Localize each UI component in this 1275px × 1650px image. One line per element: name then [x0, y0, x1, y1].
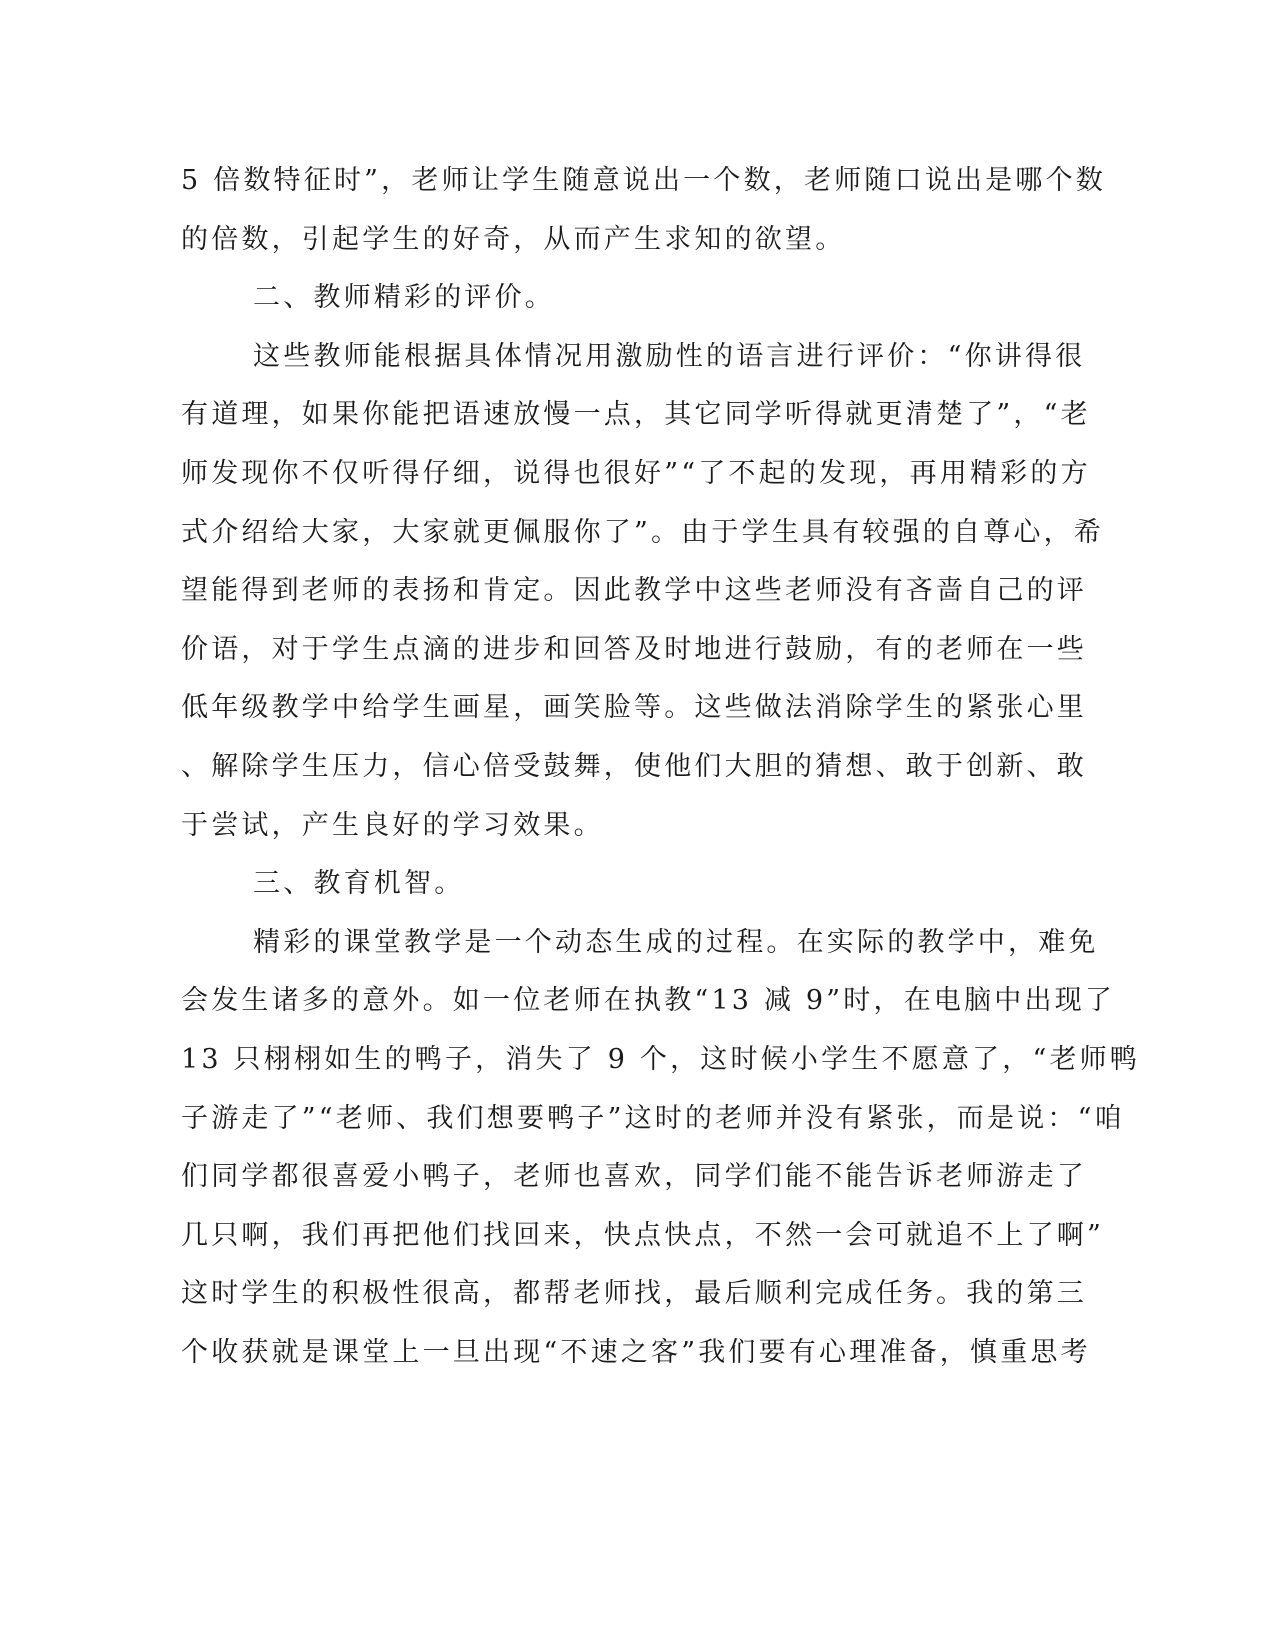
text-line: 价语，对于学生点滴的进步和回答及时地进行鼓励，有的老师在一些: [181, 633, 1087, 665]
text-line: 精彩的课堂教学是一个动态生成的过程。在实际的教学中，难免: [253, 926, 1099, 958]
text-line: 子游走了”“老师、我们想要鸭子”这时的老师并没有紧张，而是说：“咱: [181, 1102, 1125, 1134]
text-line: 13 只栩栩如生的鸭子，消失了 9 个，这时候小学生不愿意了，“老师鸭: [181, 1043, 1141, 1075]
text-line: 、解除学生压力，信心倍受鼓舞，使他们大胆的猜想、敢于创新、敢: [181, 750, 1087, 782]
text-line: 式介绍给大家，大家就更佩服你了”。由于学生具有较强的自尊心，希: [181, 516, 1105, 548]
text-line: 望能得到老师的表扬和肯定。因此教学中这些老师没有吝啬自己的评: [181, 575, 1087, 607]
text-line: 这些教师能根据具体情况用激励性的语言进行评价：“你讲得很: [253, 340, 1086, 372]
text-line: 有道理，如果你能把语速放慢一点，其它同学听得就更清楚了”，“老: [181, 399, 1091, 431]
text-line: 个收获就是课堂上一旦出现“不速之客”我们要有心理准备，慎重思考: [181, 1336, 1091, 1368]
section-heading: 二、教师精彩的评价。: [253, 282, 555, 314]
text-line: 低年级教学中给学生画星，画笑脸等。这些做法消除学生的紧张心里: [181, 692, 1087, 724]
text-line: 的倍数，引起学生的好奇，从而产生求知的欲望。: [181, 223, 846, 255]
text-line: 几只啊，我们再把他们找回来，快点快点，不然一会可就追不上了啊”: [181, 1219, 1105, 1251]
text-line: 5 倍数特征时”，老师让学生随意说出一个数，老师随口说出是哪个数: [181, 165, 1106, 196]
text-line: 会发生诸多的意外。如一位老师在执教“13 减 9”时，在电脑中出现了: [181, 985, 1116, 1017]
text-line: 于尝试，产生良好的学习效果。: [181, 809, 604, 841]
text-line: 这时学生的积极性很高，都帮老师找，最后顺利完成任务。我的第三: [181, 1278, 1087, 1310]
document-body: [181, 152, 1141, 1382]
section-heading: 三、教育机智。: [253, 868, 465, 900]
text-line: 师发现你不仅听得仔细，说得也很好”“了不起的发现，再用精彩的方: [181, 457, 1091, 489]
text-line: 们同学都很喜爱小鸭子，老师也喜欢，同学们能不能告诉老师游走了: [181, 1161, 1087, 1193]
